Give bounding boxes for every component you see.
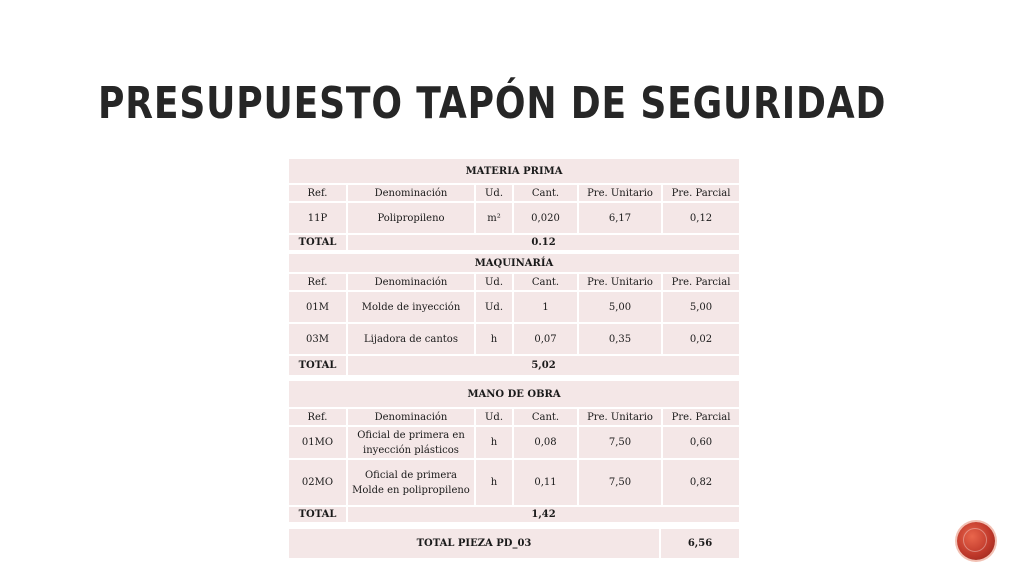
maquinaria-table [287, 252, 741, 377]
cell-denominacion: Lijadora de cantos [347, 323, 475, 355]
materia-prima-table [287, 157, 741, 252]
table-row [288, 323, 740, 355]
cell-cant: 1 [513, 291, 578, 323]
cell-cant: 0,11 [513, 459, 578, 506]
cell-cant: 0,07 [513, 323, 578, 355]
header-pre-parcial: Pre. Parcial [662, 273, 740, 291]
cell-ref: 03M [288, 323, 347, 355]
total-value: 1,42 [347, 506, 740, 523]
total-value: 5,02 [347, 355, 740, 376]
section-heading: MAQUINARÍA [288, 253, 740, 273]
cell-pre-parcial: 0,12 [662, 202, 740, 234]
cell-ud: h [475, 459, 513, 506]
cell-denominacion: Oficial de primera Molde en polipropileno [347, 459, 475, 506]
section-heading: MATERIA PRIMA [288, 158, 740, 184]
section-heading: MANO DE OBRA [288, 380, 740, 408]
total-label: TOTAL [288, 355, 347, 376]
header-ud: Ud. [475, 184, 513, 202]
total-pieza-label: TOTAL PIEZA PD_03 [288, 528, 660, 559]
cell-pre-parcial: 0,82 [662, 459, 740, 506]
total-pieza-value: 6,56 [660, 528, 740, 559]
header-pre-parcial: Pre. Parcial [662, 184, 740, 202]
header-denominacion: Denominación [347, 273, 475, 291]
header-pre-unitario: Pre. Unitario [578, 408, 662, 426]
header-cant: Cant. [513, 184, 578, 202]
cell-ud: h [475, 323, 513, 355]
cell-denominacion: Polipropileno [347, 202, 475, 234]
header-ref: Ref. [288, 408, 347, 426]
header-ud: Ud. [475, 408, 513, 426]
header-ref: Ref. [288, 273, 347, 291]
cell-pre-parcial: 5,00 [662, 291, 740, 323]
table-row [288, 202, 740, 234]
table-row [288, 459, 740, 506]
cell-denominacion: Oficial de primera en inyección plásticos [347, 426, 475, 459]
cell-pre-unitario: 5,00 [578, 291, 662, 323]
cell-pre-unitario: 7,50 [578, 426, 662, 459]
header-cant: Cant. [513, 408, 578, 426]
cell-pre-unitario: 6,17 [578, 202, 662, 234]
table-row [288, 426, 740, 459]
header-pre-parcial: Pre. Parcial [662, 408, 740, 426]
cell-ud: h [475, 426, 513, 459]
cell-denominacion: Molde de inyección [347, 291, 475, 323]
mano-de-obra-table [287, 379, 741, 524]
cell-pre-unitario: 0,35 [578, 323, 662, 355]
header-denominacion: Denominación [347, 408, 475, 426]
total-value: 0.12 [347, 234, 740, 251]
cell-ref: 01MO [288, 426, 347, 459]
header-pre-unitario: Pre. Unitario [578, 184, 662, 202]
header-ud: Ud. [475, 273, 513, 291]
cell-ud: Ud. [475, 291, 513, 323]
header-denominacion: Denominación [347, 184, 475, 202]
header-pre-unitario: Pre. Unitario [578, 273, 662, 291]
cell-cant: 0,020 [513, 202, 578, 234]
total-label: TOTAL [288, 506, 347, 523]
total-label: TOTAL [288, 234, 347, 251]
total-pieza-table [287, 527, 741, 560]
page-title: PRESUPUESTO TAPÓN DE SEGURIDAD [98, 78, 887, 129]
red-circle-logo-icon [957, 522, 995, 560]
cell-ref: 02MO [288, 459, 347, 506]
cell-pre-unitario: 7,50 [578, 459, 662, 506]
header-ref: Ref. [288, 184, 347, 202]
cell-pre-parcial: 0,60 [662, 426, 740, 459]
cell-ref: 01M [288, 291, 347, 323]
cell-cant: 0,08 [513, 426, 578, 459]
cell-pre-parcial: 0,02 [662, 323, 740, 355]
table-row [288, 291, 740, 323]
cell-ud: m² [475, 202, 513, 234]
header-cant: Cant. [513, 273, 578, 291]
cell-ref: 11P [288, 202, 347, 234]
